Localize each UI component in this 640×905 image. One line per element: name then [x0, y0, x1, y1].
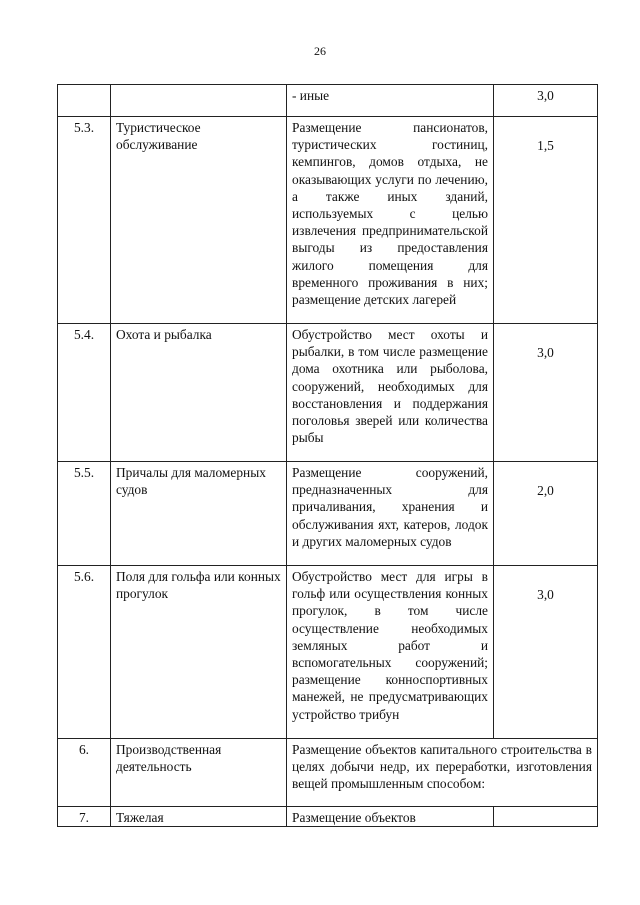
land-use-table [57, 84, 598, 827]
row-code [58, 85, 111, 117]
row-code: 5.6. [58, 566, 111, 739]
row-value-text: 3,0 [537, 88, 554, 103]
row-description: Размещение объектов капитального строительства в целях добычи недр, их переработки, изготовления вещей промышленным способом: [287, 739, 598, 807]
row-code: 7. [58, 807, 111, 827]
row-name: Производственная деятельность [111, 739, 287, 807]
page-number: 26 [314, 44, 326, 58]
row-description: Размещение пансионатов, туристических гостиниц, кемпингов, домов отдыха, не оказывающих услуги по лечению, а также иных зданий, используемых с целью извлечения предпринимательской выгоды из предоставления жилого помещения для временного проживания в них; размещение детских лагерей [287, 117, 494, 324]
table-row [58, 462, 598, 566]
table-row [58, 324, 598, 462]
row-code: 6. [58, 739, 111, 807]
row-description: Обустройство мест охоты и рыбалки, в том числе размещение дома охотника или рыболова, сооружений, необходимых для восстановления и поддержания поголовья зверей или количества рыбы [287, 324, 494, 462]
row-value-text: 3,0 [537, 345, 554, 360]
row-description: Размещение объектов [287, 807, 494, 827]
row-name: Туристическое обслуживание [111, 117, 287, 324]
row-name: Поля для гольфа или конных прогулок [111, 566, 287, 739]
table-row [58, 739, 598, 807]
row-value-text: 1,5 [537, 138, 554, 153]
row-value [494, 117, 598, 324]
row-name: Тяжелая [111, 807, 287, 827]
row-name [111, 85, 287, 117]
row-value-text: 3,0 [537, 587, 554, 602]
row-code: 5.3. [58, 117, 111, 324]
table-row [58, 807, 598, 827]
row-value [494, 807, 598, 827]
row-description: - иные [287, 85, 494, 117]
row-code: 5.4. [58, 324, 111, 462]
row-description: Размещение сооружений, предназначенных для причаливания, хранения и обслуживания яхт, катеров, лодок и других маломерных судов [287, 462, 494, 566]
row-value [494, 462, 598, 566]
row-value [494, 566, 598, 739]
table-row [58, 566, 598, 739]
row-value [494, 85, 598, 117]
row-value [494, 324, 598, 462]
row-code: 5.5. [58, 462, 111, 566]
row-name: Причалы для маломерных судов [111, 462, 287, 566]
row-value-text: 2,0 [537, 483, 554, 498]
row-description: Обустройство мест для игры в гольф или осуществления конных прогулок, в том числе осуществление необходимых земляных работ и вспомогательных сооружений; размещение конноспортивных манежей, не предусматривающих устройство трибун [287, 566, 494, 739]
table-row [58, 117, 598, 324]
row-name: Охота и рыбалка [111, 324, 287, 462]
table-row [58, 85, 598, 117]
